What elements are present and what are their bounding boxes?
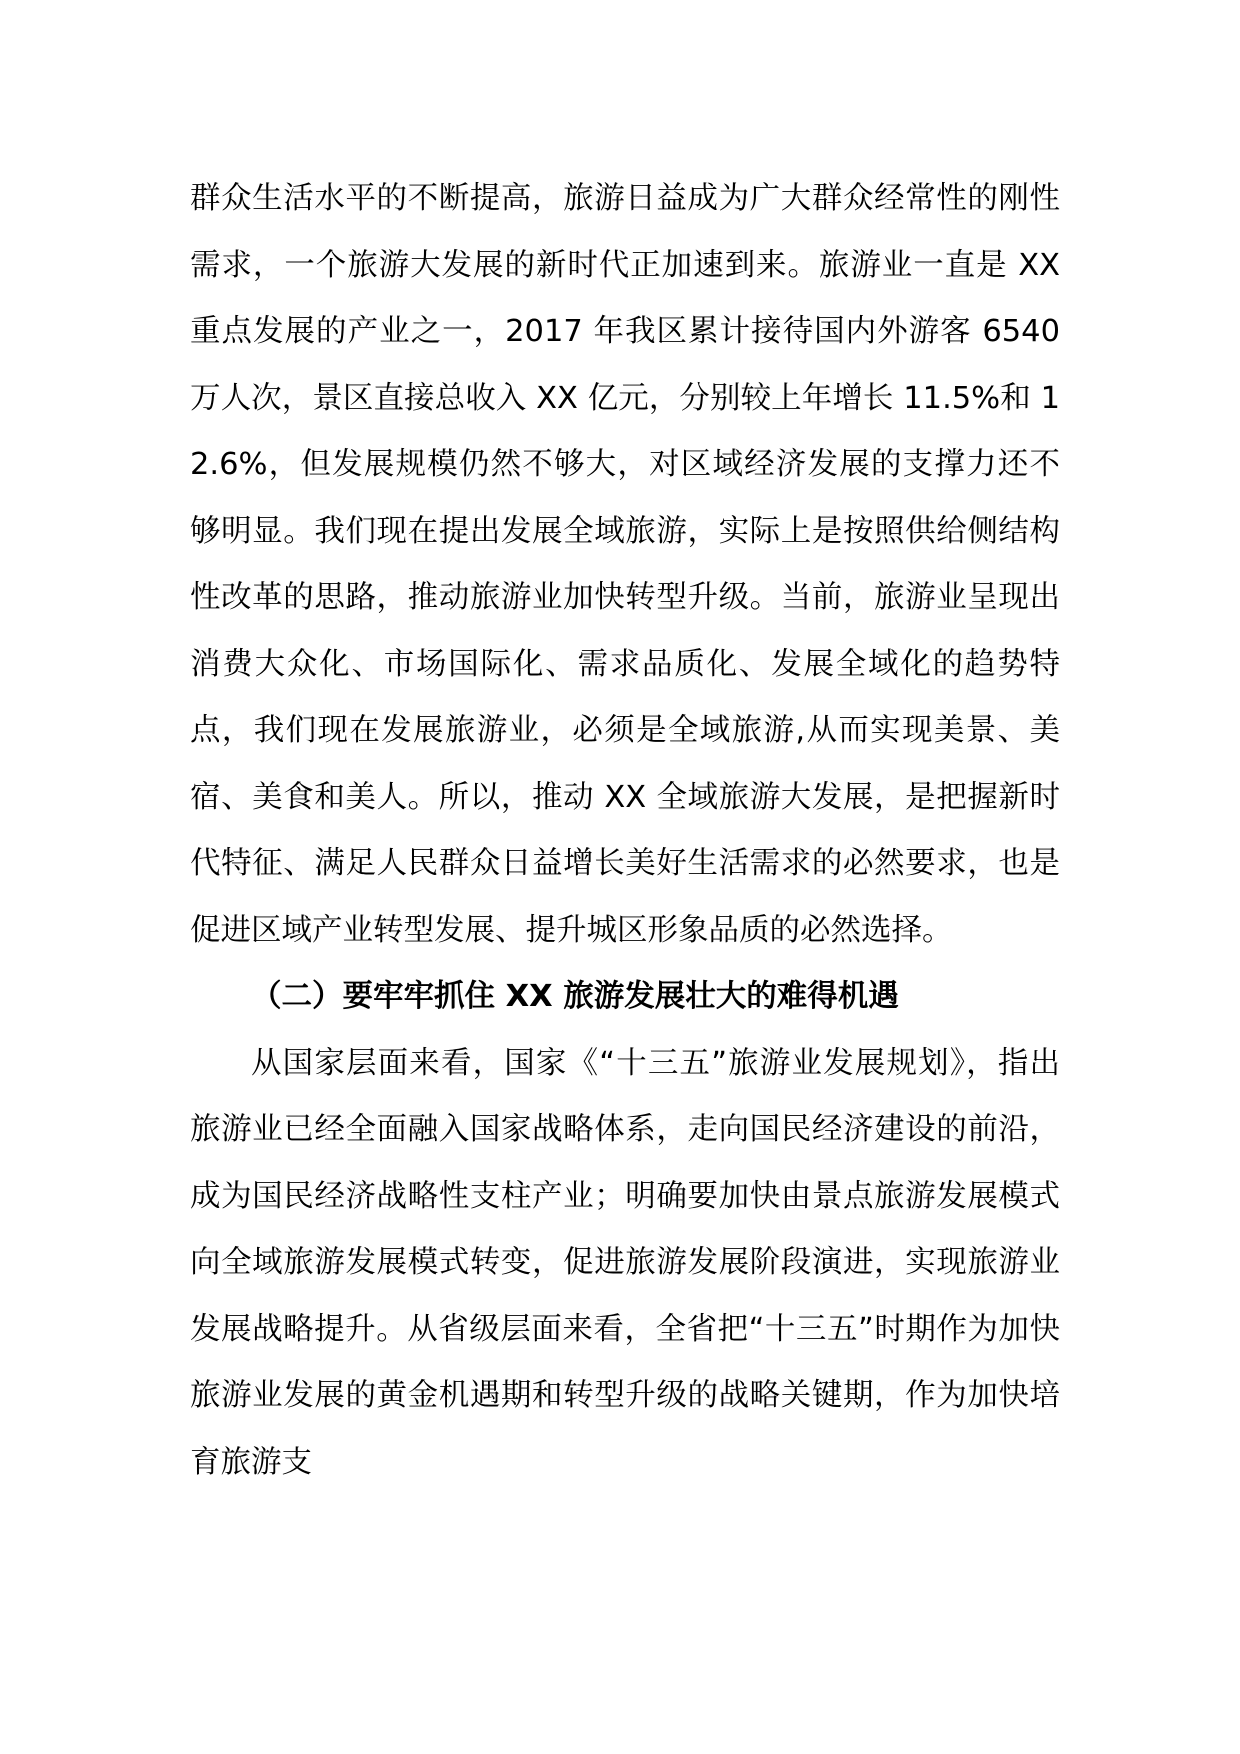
body-paragraph-continuation: 群众生活水平的不断提高，旅游日益成为广大群众经常性的刚性需求，一个旅游大发展的新时代正加速到来。旅游业一直是 XX 重点发展的产业之一，2017 年我区累计接待国内外游客 6540 万人次，景区直接总收入 XX 亿元，分别较上年增长 11.5%和 12.6%，但发展规模仍然不够大，对区域经济发展的支撑力还不够明显。我们现在提出发展全域旅游，实际上是按照供给侧结构性改革的思路，推动旅游业加快转型升级。当前，旅游业呈现出消费大众化、市场国际化、需求品质化、发展全域化的趋势特点，我们现在发展旅游业，必须是全域旅游,从而实现美景、美宿、美食和美人。所以，推动 XX 全域旅游大发展，是把握新时代特征、满足人民群众日益增长美好生活需求的必然要求，也是促进区域产业转型发展、提升城区形象品质的必然选择。 — [190, 181, 1060, 948]
document-page — [190, 166, 1060, 1496]
body-paragraph: 从国家层面来看，国家《“十三五”旅游业发展规划》，指出旅游业已经全面融入国家战略体系，走向国民经济建设的前沿，成为国民经济战略性支柱产业；明确要加快由景点旅游发展模式向全域旅游发展模式转变，促进旅游发展阶段演进，实现旅游业发展战略提升。从省级层面来看，全省把“十三五”时期作为加快旅游业发展的黄金机遇期和转型升级的战略关键期，作为加快培育旅游支 — [190, 1045, 1060, 1480]
section-heading: （二）要牢牢抓住 XX 旅游发展壮大的难得机遇 — [251, 979, 899, 1014]
